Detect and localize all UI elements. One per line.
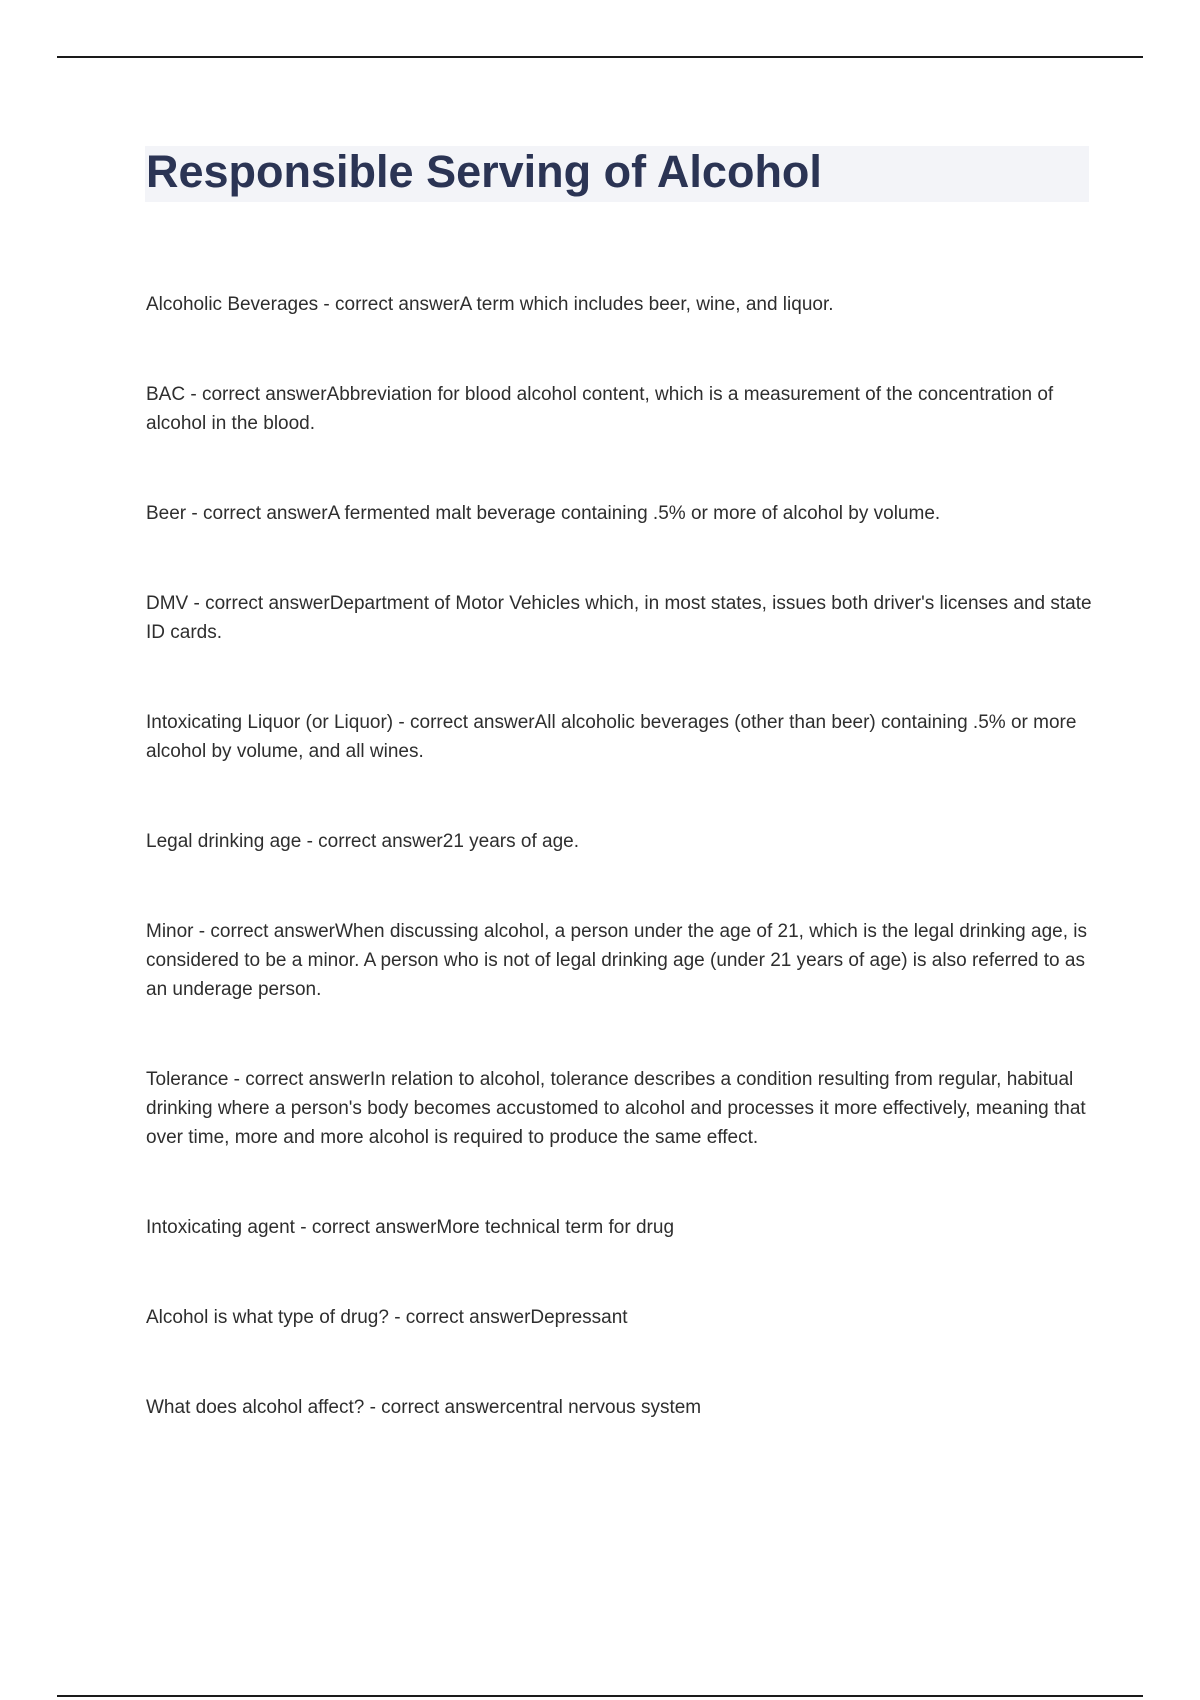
qa-entry-alcoholic-beverages: Alcoholic Beverages - correct answerA term which includes beer, wine, and liquor. [146,294,834,315]
qa-entry-bac: BAC - correct answerAbbreviation for blood alcohol content, which is a measurement of the concentration of alcohol in the blood. [146,384,1054,434]
qa-entry-minor: Minor - correct answerWhen discussing alcohol, a person under the age of 21, which is the legal drinking age, is considered to be a minor. A person who is not of legal drinking age (under 21 years of age) is also referred to as an underage person. [146,921,1088,1000]
qa-entry-intoxicating-agent: Intoxicating agent - correct answerMore technical term for drug [146,1217,675,1238]
qa-list [146,290,1096,1483]
qa-entry-beer: Beer - correct answerA fermented malt beverage containing .5% or more of alcohol by volume. [146,503,941,524]
footer-rule [57,1695,1143,1697]
qa-entry-tolerance: Tolerance - correct answerIn relation to alcohol, tolerance describes a condition resulting from regular, habitual drinking where a person's body becomes accustomed to alcohol and processes it more effectively, meaning that over time, more and more alcohol is required to produce the same effect. [146,1069,1086,1148]
qa-entry-intoxicating-liquor: Intoxicating Liquor (or Liquor) - correct answerAll alcoholic beverages (other than beer) containing .5% or more alcohol by volume, and all wines. [146,712,1077,762]
qa-entry-dmv: DMV - correct answerDepartment of Motor Vehicles which, in most states, issues both driver's licenses and state ID cards. [146,593,1092,643]
header-rule [57,56,1143,58]
qa-entry-alcohol-affect: What does alcohol affect? - correct answercentral nervous system [146,1397,702,1418]
qa-entry-legal-drinking-age: Legal drinking age - correct answer21 years of age. [146,831,580,852]
page-title: Responsible Serving of Alcohol [146,146,822,197]
qa-entry-drug-type: Alcohol is what type of drug? - correct answerDepressant [146,1307,628,1328]
